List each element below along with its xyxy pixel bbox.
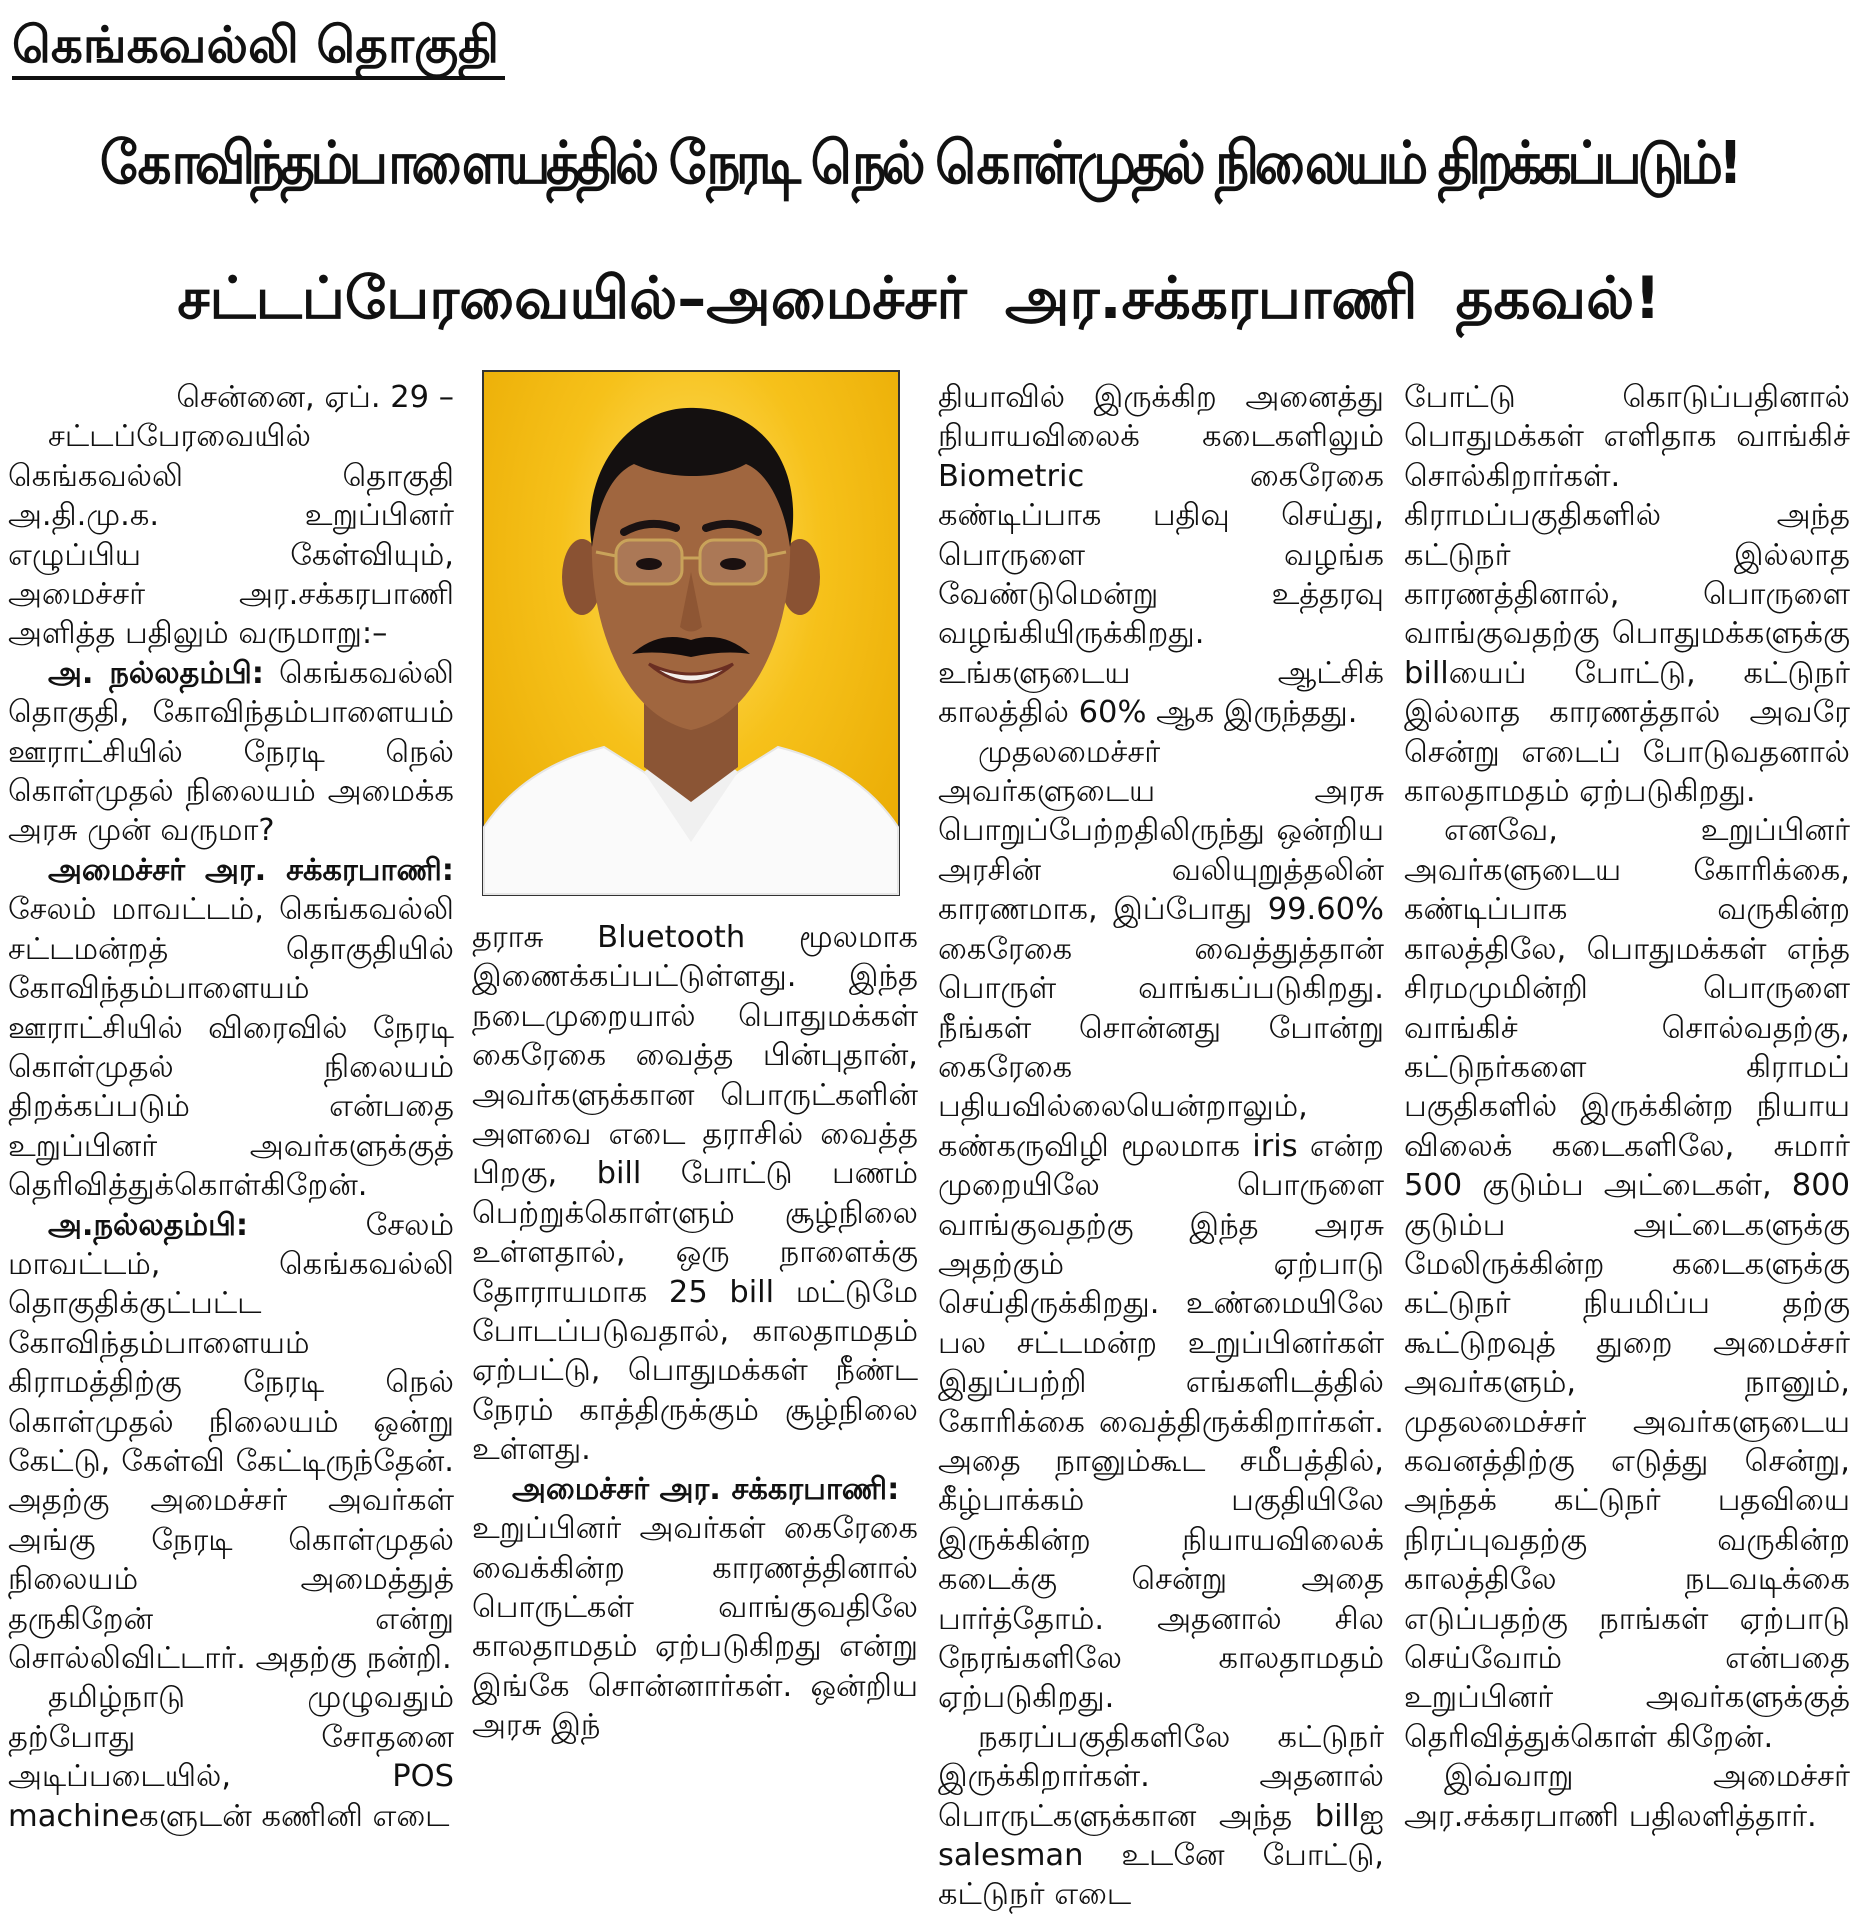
paragraph: உறுப்பினர் அவர்கள் கைரேகை வைக்கின்ற காரணத்தினால் பொருட்கள் வாங்குவதிலே காலதாமதம் ஏற்படுகிறது என்று இங்கே சொன்னார்கள். ஒன்றிய அரசு இந் [472,1511,918,1744]
paragraph: போட்டு கொடுப்பதினால் பொதுமக்கள் எளிதாக வாங்கிச் சொல்கிறார்கள். கிராமப்பகுதிகளில் அந்த கட்டுநர் இல்லாத காரணத்தினால், பொருளை வாங்குவதற்கு பொதுமக்களுக்கு billயைப் போட்டு, கட்டுநர் இல்லாத காரணத்தால் அவரே சென்று எடைப் போடுவதனால் காலதாமதம் ஏற்படுகிறது. [1404,380,1850,810]
speaker-label: அ.நல்லதம்பி: [48,1207,249,1243]
paragraph [8,654,454,851]
paragraph: எனவே, உறுப்பினர் அவர்களுடைய கோரிக்கை, கண்டிப்பாக வருகின்ற காலத்திலே, பொதுமக்கள் எந்த சிரமமுமின்றி பொருளை வாங்கிச் சொல்வதற்கு, கட்டுநர்களை கிராமப் பகுதிகளில் இருக்கின்ற நியாய விலைக் கடைகளிலே, சுமார் 500 குடும்ப அட்டைகள், 800 குடும்ப அட்டைகளுக்கு மேலிருக்கின்ற கடைகளுக்கு கட்டுநர் நியமிப்ப தற்கு கூட்டுறவுத் துறை அமைச்சர் அவர்களும், நானும், முதலமைச்சர் அவர்களுடைய கவனத்திற்கு எடுத்து சென்று, அந்தக் கட்டுநர் பதவியை நிரப்புவதற்கு வருகின்ற காலத்திலே நடவடிக்கை எடுப்பதற்கு நாங்கள் ஏற்பாடு செய்வோம் என்பதை உறுப்பினர் அவர்களுக்குத் தெரிவித்துக்கொள் கிறேன். [1404,813,1850,1755]
speaker-label: அ. நல்லதம்பி: [48,655,264,691]
speaker-label: அமைச்சர் அர. சக்கரபாணி: [48,852,454,888]
paragraph: இவ்வாறு அமைச்சர் அர.சக்கரபாணி பதிலளித்தார். [1404,1759,1850,1834]
minister-photo [482,370,900,896]
speech-text: சேலம் மாவட்டம், கெங்கவல்லி சட்டமன்றத் தொகுதியில் கோவிந்தம்பாளையம் ஊராட்சியில் விரைவில் நேரடி கொள்முதல் நிலையம் திறக்கப்படும் என்பதை உறுப்பினர் அவர்களுக்குத் தெரிவித்துக்கொள்கிறேன். [8,892,454,1204]
paragraph: தமிழ்நாடு முழுவதும் தற்போது சோதனை அடிப்படையில், POS machineகளுடன் கணினி எடை [8,1680,454,1834]
article-column-1 [8,378,455,1834]
article-column-2 [472,918,918,1744]
subheadline: சட்டப்பேரவையில்–அமைச்சர் அர.சக்கரபாணி தகவல்! [177,264,1661,332]
paragraph [472,1470,918,1509]
paragraph: சட்டப்பேரவையில் கெங்கவல்லி தொகுதி அ.தி.மு.க. உறுப்பினர் எழுப்பிய கேள்வியும், அமைச்சர் அர.சக்கரபாணி அளித்த பதிலும் வருமாறு:– [8,419,454,652]
portrait-illustration [484,372,898,894]
paragraph: தராசு Bluetooth மூலமாக இணைக்கப்பட்டுள்ளது. இந்த நடைமுறையால் பொதுமக்கள் கைரேகை வைத்த பின்புதான், அவர்களுக்கான பொருட்களின் அளவை எடை தராசில் வைத்த பிறகு, bill போட்டு பணம் பெற்றுக்கொள்ளும் சூழ்நிலை உள்ளதால், ஒரு நாளைக்கு தோராயமாக 25 bill மட்டுமே போடப்படுவதால், காலதாமதம் ஏற்பட்டு, பொதுமக்கள் நீண்ட நேரம் காத்திருக்கும் சூழ்நிலை உள்ளது. [472,920,918,1468]
paragraph [8,851,454,1206]
speaker-label: அமைச்சர் அர. சக்கரபாணி: [512,1471,900,1507]
article-column-4 [1404,378,1850,1834]
section-kicker: கெங்கவல்லி தொகுதி [12,14,505,80]
dateline: சென்னை, ஏப். 29 – [176,380,454,415]
paragraph: முதலமைச்சர் அவர்களுடைய அரசு பொறுப்பேற்றதிலிருந்து ஒன்றிய அரசின் வலியுறுத்தலின் காரணமாக, இப்போது 99.60% கைரேகை வைத்துத்தான் பொருள் வாங்கப்படுகிறது. நீங்கள் சொன்னது போன்று கைரேகை பதியவில்லையென்றாலும், கண்கருவிழி மூலமாக iris என்ற முறையிலே பொருளை வாங்குவதற்கு இந்த அரசு அதற்கும் ஏற்பாடு செய்திருக்கிறது. உண்மையிலே பல சட்டமன்ற உறுப்பினர்கள் இதுப்பற்றி எங்களிடத்தில் கோரிக்கை வைத்திருக்கிறார்கள். அதை நானும்கூட சமீபத்தில், கீழ்பாக்கம் பகுதியிலே இருக்கின்ற நியாயவிலைக் கடைக்கு சென்று அதை பார்த்தோம். அதனால் சில நேரங்களிலே காலதாமதம் ஏற்படுகிறது. [938,734,1384,1716]
paragraph [8,1206,454,1679]
headline: கோவிந்தம்பாளையத்தில் நேரடி நெல் கொள்முதல் நிலையம் திறக்கப்படும்! [99,128,1739,197]
speech-text: கெங்கவல்லி தொகுதி, கோவிந்தம்பாளையம் ஊராட்சியில் நேரடி நெல் கொள்முதல் நிலையம் அமைக்க அரசு முன் வருமா? [8,655,455,849]
paragraph: தியாவில் இருக்கிற அனைத்து நியாயவிலைக் கடைகளிலும் Biometric கைரேகை கண்டிப்பாக பதிவு செய்து, பொருளை வழங்க வேண்டுமென்று உத்தரவு வழங்கியிருக்கிறது. உங்களுடைய ஆட்சிக் காலத்தில் 60% ஆக இருந்தது. [938,380,1384,731]
paragraph: நகரப்பகுதிகளிலே கட்டுநர் இருக்கிறார்கள். அதனால் பொருட்களுக்கான அந்த billஐ salesman உடனே போட்டு, கட்டுநர் எடை [938,1719,1384,1913]
speech-text: சேலம் மாவட்டம், கெங்கவல்லி தொகுதிக்குட்பட்ட கோவிந்தம்பாளையம் கிராமத்திற்கு நேரடி நெல் கொள்முதல் நிலையம் ஒன்று கேட்டு, கேள்வி கேட்டிருந்தேன். அதற்கு அமைச்சர் அவர்கள் அங்கு நேரடி கொள்முதல் நிலையம் அமைத்துத் தருகிறேன் என்று சொல்லிவிட்டார். அதற்கு நன்றி. [8,1207,454,1676]
article-column-3 [938,378,1384,1913]
